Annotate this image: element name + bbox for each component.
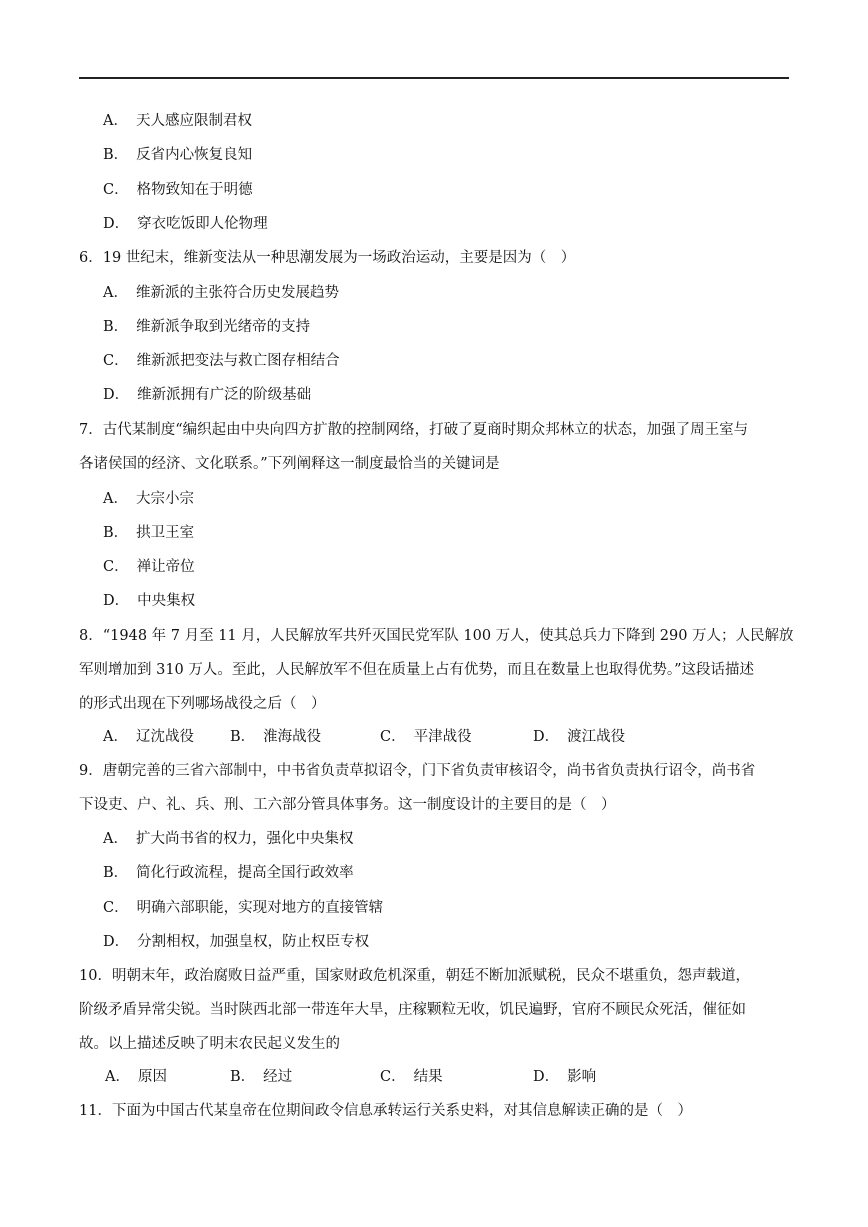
q10-option-b[interactable] xyxy=(230,1067,292,1087)
option-text: 平津战役 xyxy=(413,729,472,745)
option-letter: C． xyxy=(103,182,129,198)
q6-option-b[interactable] xyxy=(103,317,310,337)
q9-stem-line-1 xyxy=(79,761,755,781)
option-letter: B． xyxy=(103,525,129,541)
q5-option-c[interactable] xyxy=(103,180,253,200)
option-letter: A． xyxy=(103,491,128,507)
option-text: 维新派争取到光绪帝的支持 xyxy=(136,319,311,335)
option-letter: D． xyxy=(103,934,130,950)
q8-stem-line-2: 军则增加到 310 万人。至此，人民解放军不但在质量上占有优势，而且在数量上也取得优势。”这段话描述 xyxy=(79,662,755,678)
q9-option-d[interactable] xyxy=(103,932,369,952)
option-text: 维新派拥有广泛的阶级基础 xyxy=(137,387,312,403)
question-number: 7． xyxy=(79,422,103,438)
option-text: 扩大尚书省的权力，强化中央集权 xyxy=(135,831,354,847)
option-text: 格物致知在于明德 xyxy=(136,182,253,198)
q10-option-a[interactable] xyxy=(105,1067,167,1087)
option-letter: D． xyxy=(103,387,130,403)
option-text: 中央集权 xyxy=(137,593,196,609)
option-text: 影响 xyxy=(567,1069,597,1085)
option-letter: A． xyxy=(103,729,128,745)
option-letter: B． xyxy=(103,319,129,335)
q6-option-a[interactable] xyxy=(103,283,339,303)
q5-option-b[interactable] xyxy=(103,145,252,165)
option-letter: B． xyxy=(230,729,256,745)
option-text: 天人感应限制君权 xyxy=(135,113,252,129)
option-letter: D． xyxy=(103,593,130,609)
option-letter: D． xyxy=(103,216,130,232)
option-letter: C． xyxy=(103,900,129,916)
q8-option-c[interactable] xyxy=(380,727,472,747)
option-letter: C． xyxy=(103,559,129,575)
question-text: 古代某制度“编织起由中央向四方扩散的控制网络，打破了夏商时期众邦林立的状态，加强了周王室与 xyxy=(102,422,749,438)
q7-option-b[interactable] xyxy=(103,523,194,543)
option-text: 简化行政流程，提高全国行政效率 xyxy=(136,865,354,881)
q10-options-row xyxy=(103,1067,663,1087)
option-text: 维新派把变法与救亡图存相结合 xyxy=(136,353,340,369)
q7-option-d[interactable] xyxy=(103,591,195,611)
option-letter: D． xyxy=(533,1069,560,1085)
q8-option-a[interactable] xyxy=(103,727,194,747)
q9-option-b[interactable] xyxy=(103,863,354,883)
option-text: 大宗小宗 xyxy=(135,491,194,507)
option-text: 经过 xyxy=(263,1069,293,1085)
q10-option-d[interactable] xyxy=(533,1067,596,1087)
q10-stem-line-3: 故。以上描述反映了明末农民起义发生的 xyxy=(79,1036,340,1052)
option-text: 禅让帝位 xyxy=(136,559,195,575)
q7-option-c[interactable] xyxy=(103,557,195,577)
q9-option-a[interactable] xyxy=(103,829,353,849)
question-number: 10． xyxy=(79,968,112,984)
option-letter: C． xyxy=(103,353,129,369)
option-text: 明确六部职能，实现对地方的直接管辖 xyxy=(136,900,384,916)
option-letter: A． xyxy=(103,285,128,301)
q5-option-d[interactable] xyxy=(103,214,268,234)
question-text: 唐朝完善的三省六部制中，中书省负责草拟诏令，门下省负责审核诏令，尚书省负责执行诏令，尚书省 xyxy=(102,763,756,779)
q8-stem-line-1 xyxy=(79,626,794,646)
question-number: 9． xyxy=(79,763,103,779)
option-letter: C． xyxy=(380,729,406,745)
option-letter: C． xyxy=(380,1069,406,1085)
option-letter: A． xyxy=(103,831,128,847)
question-number: 11． xyxy=(79,1103,112,1119)
q6-option-d[interactable] xyxy=(103,385,311,405)
option-text: 结果 xyxy=(413,1069,443,1085)
q10-option-c[interactable] xyxy=(380,1067,443,1087)
option-text: 淮海战役 xyxy=(263,729,322,745)
question-text: 下面为中国古代某皇帝在位期间政令信息承转运行关系史料，对其信息解读正确的是（ ） xyxy=(111,1103,692,1119)
question-number: 6． xyxy=(79,250,103,266)
q6-stem xyxy=(79,248,575,268)
q7-stem-line-1 xyxy=(79,420,748,440)
question-text: “1948 年 7 月至 11 月，人民解放军共歼灭国民党军队 100 万人，使其总兵力下降到 290 万人；人民解放 xyxy=(102,628,794,644)
option-text: 分割相权，加强皇权，防止权臣专权 xyxy=(137,934,370,950)
q9-option-c[interactable] xyxy=(103,898,383,918)
option-text: 辽沈战役 xyxy=(135,729,194,745)
q7-option-a[interactable] xyxy=(103,489,194,509)
option-text: 渡江战役 xyxy=(567,729,626,745)
question-text: 明朝末年，政治腐败日益严重，国家财政危机深重，朝廷不断加派赋税，民众不堪重负，怨声载道， xyxy=(111,968,750,984)
option-letter: A． xyxy=(103,113,128,129)
q10-stem-line-1 xyxy=(79,966,750,986)
option-letter: B． xyxy=(230,1069,256,1085)
option-text: 维新派的主张符合历史发展趋势 xyxy=(135,285,339,301)
option-letter: B． xyxy=(103,147,129,163)
option-text: 反省内心恢复良知 xyxy=(136,147,253,163)
q7-stem-line-2: 各诸侯国的经济、文化联系。”下列阐释这一制度最恰当的关键词是 xyxy=(79,456,500,472)
header-rule xyxy=(79,77,789,79)
q10-stem-line-2: 阶级矛盾异常尖锐。当时陕西北部一带连年大旱，庄稼颗粒无收，饥民遍野，官府不顾民众死活，催征如 xyxy=(79,1002,746,1018)
option-letter: B． xyxy=(103,865,129,881)
option-letter: A． xyxy=(105,1069,130,1085)
q5-option-a[interactable] xyxy=(103,111,252,131)
q11-stem xyxy=(79,1101,692,1121)
question-number: 8． xyxy=(79,628,103,644)
question-text: 19 世纪末，维新变法从一种思潮发展为一场政治运动，主要是因为（ ） xyxy=(102,250,576,266)
q8-stem-line-3: 的形式出现在下列哪场战役之后（ ） xyxy=(79,696,326,712)
option-text: 原因 xyxy=(137,1069,167,1085)
q9-stem-line-2: 下设吏、户、礼、兵、刑、工六部分管具体事务。这一制度设计的主要目的是（ ） xyxy=(79,797,616,813)
q8-option-d[interactable] xyxy=(533,727,625,747)
q6-option-c[interactable] xyxy=(103,351,340,371)
q8-options-row xyxy=(103,727,663,747)
option-text: 穿衣吃饭即人伦物理 xyxy=(137,216,268,232)
option-letter: D． xyxy=(533,729,560,745)
option-text: 拱卫王室 xyxy=(136,525,195,541)
q8-option-b[interactable] xyxy=(230,727,321,747)
